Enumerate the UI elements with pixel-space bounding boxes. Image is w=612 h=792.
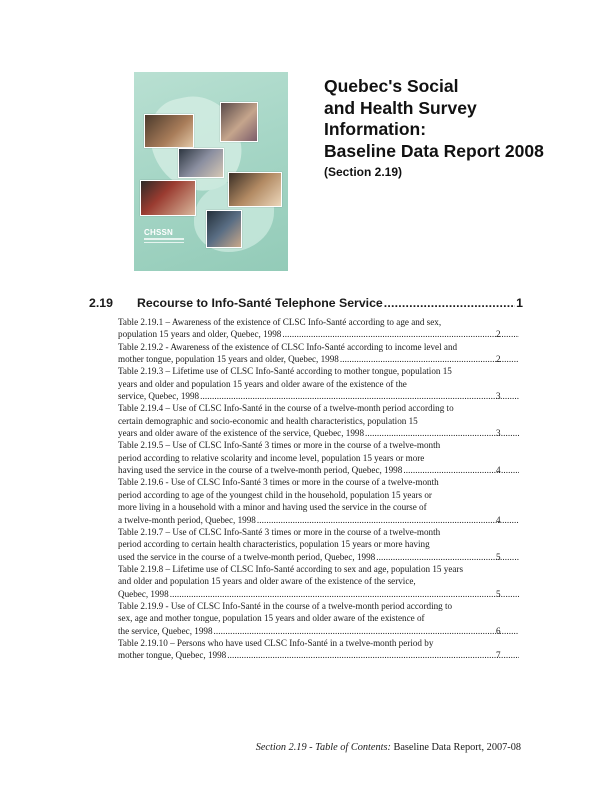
entry-text: Table 2.19.7 – Use of CLSC Info-Santé 3 times or more in the course of a twelve-month xyxy=(118,526,441,537)
dot-leader xyxy=(170,588,519,600)
footer-report-label: Baseline Data Report, 2007-08 xyxy=(390,742,521,753)
toc-entry[interactable]: Table 2.19.9 - Use of CLSC Info-Santé in the course of a twelve-month period according to sex, age and mother tongue, population 15 years and older aware of the existence of the service, Quebec, 1998 ..... 6 xyxy=(118,600,520,637)
toc-entry[interactable]: Table 2.19.5 – Use of CLSC Info-Santé 3 times or more in the course of a twelve-month period according to relative scolarity and income level, population 15 years or more having used the service in the course of a twelve-month period, Quebec, 1998 ..... 4 xyxy=(118,439,520,476)
section-subtitle: (Section 2.19) xyxy=(324,165,403,179)
title-line: Information: xyxy=(324,119,427,139)
page-number: 1 xyxy=(516,296,523,310)
entry-text: Table 2.19.3 – Lifetime use of CLSC Info-Santé according to mother tongue, population 15 xyxy=(118,366,452,377)
entry-text: used the service in the course of a twelve-month period, Quebec, 1998 xyxy=(118,551,376,562)
toc-entry[interactable]: Table 2.19.4 – Use of CLSC Info-Santé in the course of a twelve-month period according to certain demographic and socio-economic and health characteristics, population 15 years and older aware of the existence of the service, Quebec, 1998 ..... 3 xyxy=(118,402,520,439)
toc-entry[interactable]: Table 2.19.3 – Lifetime use of CLSC Info-Santé according to mother tongue, population 15 years and older and population 15 years and older aware of the existence of the service, Quebec, 1998 ..... 3 xyxy=(118,365,520,402)
page-footer xyxy=(256,742,521,753)
dot-leader xyxy=(257,514,519,526)
cover-photo xyxy=(144,114,194,148)
entry-text: more living in a household with a minor and having used the service in the course of xyxy=(118,502,427,513)
entry-text: Table 2.19.9 - Use of CLSC Info-Santé in the course of a twelve-month period according to xyxy=(118,600,453,611)
cover-image xyxy=(134,72,288,271)
cover-photo xyxy=(206,210,242,248)
toc-entry[interactable]: Table 2.19.10 – Persons who have used CLSC Info-Santé in a twelve-month period by mother tongue, Quebec, 1998 ..... 7 xyxy=(118,637,520,662)
entry-text: Table 2.19.8 – Lifetime use of CLSC Info-Santé according to sex and age, population 15 years xyxy=(118,563,464,574)
entry-text: sex, age and mother tongue, population 15 years and older aware of the existence of xyxy=(118,613,425,624)
section-number: 2.19 xyxy=(89,296,113,310)
entry-text: the service, Quebec, 1998 xyxy=(118,625,213,636)
toc-entry[interactable]: Table 2.19.8 – Lifetime use of CLSC Info-Santé according to sex and age, population 15 years and older and population 15 years and older aware of the existence of the service, Quebec, 1998 ..... 5 xyxy=(118,563,520,600)
entry-text: period according to relative scolarity and income level, population 15 years or more xyxy=(118,452,425,463)
entry-text: Table 2.19.6 - Use of CLSC Info-Santé 3 times or more in the course of a twelve-month xyxy=(118,477,439,488)
toc-entry[interactable]: Table 2.19.1 – Awareness of the existence of CLSC Info-Santé according to age and sex, population 15 years and older, Quebec, 1998 ..... 2 xyxy=(118,316,520,341)
cover-photo xyxy=(220,102,258,142)
entry-text: Table 2.19.4 – Use of CLSC Info-Santé in the course of a twelve-month period according to xyxy=(118,403,454,414)
logo-subtitle-lines xyxy=(144,238,184,245)
dot-leader xyxy=(214,625,519,637)
title-line: Quebec's Social xyxy=(324,76,459,96)
entry-text: a twelve-month period, Quebec, 1998 xyxy=(118,514,256,525)
toc-section-heading[interactable] xyxy=(89,296,523,310)
entry-text: population 15 years and older, Quebec, 1998 xyxy=(118,329,282,340)
cover-photo xyxy=(140,180,196,216)
footer-section-label: Section 2.19 - Table of Contents: xyxy=(255,742,391,753)
dot-leader xyxy=(282,328,519,340)
entry-text: mother tongue, Quebec, 1998 xyxy=(118,650,227,661)
toc-list xyxy=(118,316,520,662)
entry-text: and older and population 15 years and older aware of the existence of the service, xyxy=(118,576,416,587)
entry-text: having used the service in the course of a twelve-month period, Quebec, 1998 xyxy=(118,465,403,476)
toc-entry[interactable]: Table 2.19.2 - Awareness of the existence of CLSC Info-Santé according to income level and mother tongue, population 15 years and older, Quebec, 1998 ..... 2 xyxy=(118,341,520,366)
title-line: and Health Survey xyxy=(324,97,477,118)
section-label: Recourse to Info-Santé Telephone Service xyxy=(137,296,383,310)
entry-text: Quebec, 1998 xyxy=(118,588,169,599)
chssn-logo: CHSSN xyxy=(144,228,174,237)
entry-text: Table 2.19.10 – Persons who have used CLSC Info-Santé in a twelve-month period by xyxy=(118,637,434,648)
dot-leader xyxy=(200,390,519,402)
entry-text: years and older and population 15 years and older aware of the existence of the xyxy=(118,378,407,389)
entry-text: Table 2.19.5 – Use of CLSC Info-Santé 3 times or more in the course of a twelve-month xyxy=(118,440,441,451)
document-title xyxy=(324,76,564,180)
dot-leader xyxy=(340,353,519,365)
toc-entry[interactable]: Table 2.19.7 – Use of CLSC Info-Santé 3 times or more in the course of a twelve-month period according to certain health characteristics, population 15 years or more having used the service in the course of a twelve-month period, Quebec, 1998 ..... 5 xyxy=(118,526,520,563)
cover-photo xyxy=(228,172,282,207)
entry-text: mother tongue, population 15 years and older, Quebec, 1998 xyxy=(118,354,339,365)
entry-text: Table 2.19.2 - Awareness of the existence of CLSC Info-Santé according to income level and xyxy=(118,341,458,352)
dot-leader xyxy=(403,464,519,476)
toc-entry[interactable]: Table 2.19.6 - Use of CLSC Info-Santé 3 times or more in the course of a twelve-month period according to age of the youngest child in the household, population 15 years or more living in a household with a minor and having used the service in the course of a twelve-month period, Quebec, 1998 ..... 4 xyxy=(118,476,520,525)
dot-leader xyxy=(227,649,519,661)
cover-photo xyxy=(178,148,224,178)
dot-leader xyxy=(384,296,515,310)
entry-text: years and older aware of the existence of the service, Quebec, 1998 xyxy=(118,428,365,439)
title-line: Baseline Data Report 2008 xyxy=(324,140,544,161)
entry-text: Table 2.19.1 – Awareness of the existence of CLSC Info-Santé according to age and sex, xyxy=(118,317,442,327)
entry-text: period according to age of the youngest child in the household, population 15 years or xyxy=(118,489,432,500)
entry-text: service, Quebec, 1998 xyxy=(118,391,200,402)
entry-text: certain demographic and socio-economic and health characteristics, population 15 xyxy=(118,415,418,426)
entry-text: period according to certain health characteristics, population 15 years or more having xyxy=(118,539,430,550)
